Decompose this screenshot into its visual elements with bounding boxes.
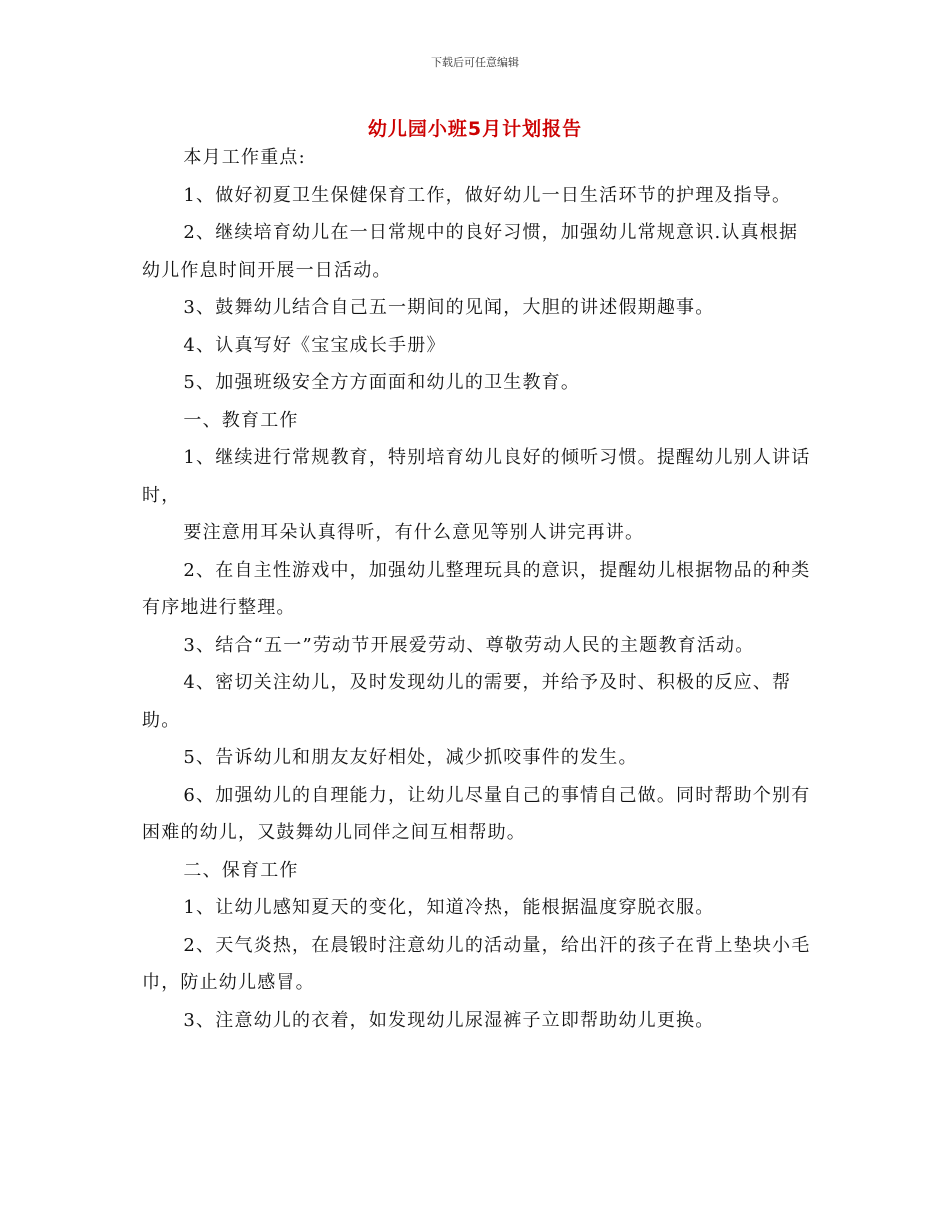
paragraph-care-2: 2、天气炎热，在晨锻时注意幼儿的活动量，给出汗的孩子在背上垫块小毛巾，防止幼儿感冒。 <box>142 934 811 993</box>
paragraph-education-1: 1、继续进行常规教育，特别培育幼儿良好的倾听习惯。提醒幼儿别人讲话时， <box>142 447 811 506</box>
document-title: 幼儿园小班5月计划报告 <box>367 118 583 140</box>
paragraph-focus-1: 1、做好初夏卫生保健保育工作，做好幼儿一日生活环节的护理及指导。 <box>183 184 792 206</box>
paragraph-care-3: 3、注意幼儿的衣着，如发现幼儿尿湿裤子立即帮助幼儿更换。 <box>183 1009 715 1031</box>
paragraph-care-1: 1、让幼儿感知夏天的变化，知道冷热，能根据温度穿脱衣服。 <box>183 897 715 918</box>
paragraph-education-6: 6、加强幼儿的自理能力，让幼儿尽量自己的事情自己做。同时帮助个别有困难的幼儿，又鼓舞幼儿同伴之间互相帮助。 <box>142 784 811 843</box>
paragraph-focus-heading: 本月工作重点: <box>183 147 306 168</box>
paragraph-focus-3: 3、鼓舞幼儿结合自己五一期间的见闻，大胆的讲述假期趣事。 <box>183 297 715 318</box>
paragraph-focus-4: 4、认真写好《宝宝成长手册》 <box>183 334 446 356</box>
section-heading-education: 一、教育工作 <box>183 409 299 431</box>
paragraph-education-5: 5、告诉幼儿和朋友友好相处，减少抓咬事件的发生。 <box>183 747 638 768</box>
paragraph-education-4: 4、密切关注幼儿，及时发现幼儿的需要，并给予及时、积极的反应、帮助。 <box>142 672 792 731</box>
paragraph-focus-2: 2、继续培育幼儿在一日常规中的良好习惯，加强幼儿常规意识.认真根据幼儿作息时间开展一日活动。 <box>142 222 799 281</box>
paragraph-education-1-cont: 要注意用耳朵认真得听，有什么意见等别人讲完再讲。 <box>183 522 645 543</box>
document-body <box>142 139 812 1039</box>
paragraph-education-2: 2、在自主性游戏中，加强幼儿整理玩具的意识，提醒幼儿根据物品的种类有序地进行整理。 <box>142 559 811 618</box>
paragraph-focus-5: 5、加强班级安全方方面面和幼儿的卫生教育。 <box>183 372 581 393</box>
section-heading-care: 二、保育工作 <box>183 859 299 881</box>
header-note: 下载后可任意编辑 <box>431 56 519 69</box>
paragraph-education-3: 3、结合“五一”劳动节开展爱劳动、尊敬劳动人民的主题教育活动。 <box>183 634 755 656</box>
